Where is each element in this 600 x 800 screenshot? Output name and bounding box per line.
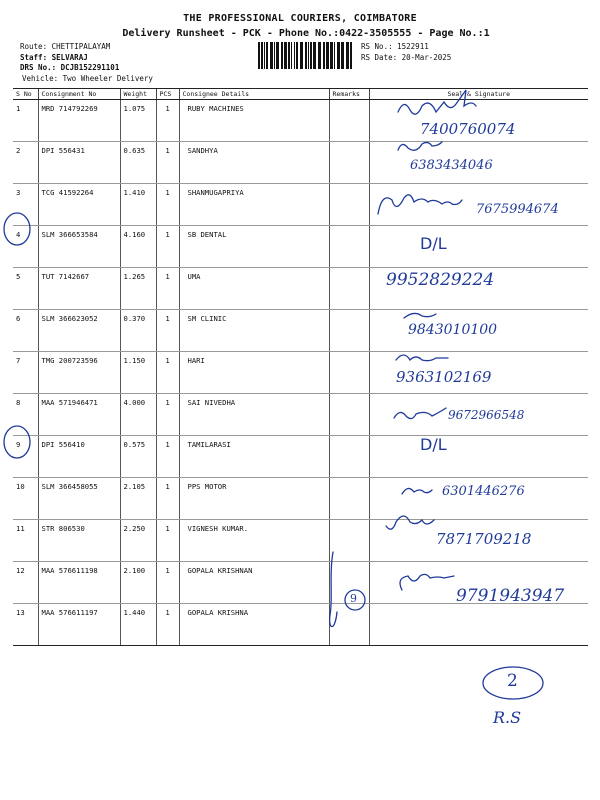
barcode-bar bbox=[300, 42, 303, 69]
cell-consignee: SANDHYA bbox=[179, 142, 329, 184]
cell-remarks bbox=[329, 394, 369, 436]
col-header-signature: Seal & Signature bbox=[369, 89, 588, 100]
cell-pcs: 1 bbox=[156, 520, 179, 562]
table-row bbox=[13, 436, 588, 478]
cell-remarks bbox=[329, 520, 369, 562]
cell-weight: 1.410 bbox=[120, 184, 156, 226]
barcode-bar bbox=[350, 42, 352, 69]
barcode-bar bbox=[270, 42, 273, 69]
cell-pcs: 1 bbox=[156, 184, 179, 226]
barcode-bar bbox=[291, 42, 292, 69]
handwritten-phone-13: 9791943947 bbox=[456, 586, 565, 606]
barcode-bar bbox=[276, 42, 279, 69]
cell-consignee: GOPALA KRISHNAN bbox=[179, 562, 329, 604]
runsheet-table bbox=[13, 88, 588, 646]
cell-weight: 0.370 bbox=[120, 310, 156, 352]
handwritten-note-9: D/L bbox=[420, 435, 447, 454]
cell-sno: 2 bbox=[13, 142, 38, 184]
cell-consignment: TMG 200723596 bbox=[38, 352, 120, 394]
barcode-bar bbox=[288, 42, 290, 69]
barcode-bar bbox=[258, 42, 260, 69]
cell-sno: 1 bbox=[13, 100, 38, 142]
handwritten-phone-11: 7871709218 bbox=[436, 530, 532, 548]
col-header-weight: Weight bbox=[120, 89, 156, 100]
table-row bbox=[13, 352, 588, 394]
cell-pcs: 1 bbox=[156, 100, 179, 142]
cell-consignment: TCG 41592264 bbox=[38, 184, 120, 226]
barcode-bar bbox=[326, 42, 329, 69]
cell-consignment: TUT 7142667 bbox=[38, 268, 120, 310]
cell-pcs: 1 bbox=[156, 436, 179, 478]
barcode-bar bbox=[310, 42, 312, 69]
barcode-bar bbox=[330, 42, 333, 69]
cell-remarks bbox=[329, 100, 369, 142]
cell-consignment: SLM 366623052 bbox=[38, 310, 120, 352]
cell-remarks bbox=[329, 226, 369, 268]
cell-consignment: SLM 366653584 bbox=[38, 226, 120, 268]
cell-consignee: TAMILARASI bbox=[179, 436, 329, 478]
cell-consignee: GOPALA KRISHNA bbox=[179, 604, 329, 646]
col-header-sno: S No bbox=[13, 89, 38, 100]
cell-remarks bbox=[329, 352, 369, 394]
handwritten-phone-7: 9363102169 bbox=[396, 368, 492, 386]
cell-consignment: MAA 571946471 bbox=[38, 394, 120, 436]
cell-consignee: SB DENTAL bbox=[179, 226, 329, 268]
runsheet-subtitle: Delivery Runsheet - PCK - Phone No.:0422-3505555 - Page No.:1 bbox=[122, 28, 490, 39]
cell-weight: 1.150 bbox=[120, 352, 156, 394]
barcode-bar bbox=[341, 42, 344, 69]
cell-remarks bbox=[329, 562, 369, 604]
runsheet-meta-left bbox=[20, 42, 153, 84]
handwritten-phone-8: 9672966548 bbox=[448, 408, 525, 422]
cell-sno: 4 bbox=[13, 226, 38, 268]
barcode-bar bbox=[266, 42, 268, 69]
cell-consignee: SM CLINIC bbox=[179, 310, 329, 352]
cell-weight: 2.250 bbox=[120, 520, 156, 562]
barcode-bar bbox=[305, 42, 307, 69]
cell-signature bbox=[369, 226, 588, 268]
cell-remarks bbox=[329, 478, 369, 520]
barcode-bar bbox=[296, 42, 298, 69]
cell-weight: 1.440 bbox=[120, 604, 156, 646]
cell-consignee: PPS MOTOR bbox=[179, 478, 329, 520]
cell-pcs: 1 bbox=[156, 310, 179, 352]
cell-sno: 11 bbox=[13, 520, 38, 562]
cell-remarks bbox=[329, 604, 369, 646]
cell-signature bbox=[369, 604, 588, 646]
cell-pcs: 1 bbox=[156, 268, 179, 310]
cell-consignee: VIGNESH KUMAR. bbox=[179, 520, 329, 562]
barcode-bar bbox=[346, 42, 349, 69]
barcode-bar bbox=[308, 42, 309, 69]
cell-pcs: 1 bbox=[156, 478, 179, 520]
barcode-bar bbox=[313, 42, 316, 69]
cell-weight: 1.075 bbox=[120, 100, 156, 142]
vehicle-label: Vehicle: Two Wheeler Delivery bbox=[22, 73, 153, 83]
runsheet-meta-right bbox=[361, 42, 451, 63]
cell-weight: 4.000 bbox=[120, 394, 156, 436]
table-row bbox=[13, 310, 588, 352]
cell-consignee: RUBY MACHINES bbox=[179, 100, 329, 142]
cell-weight: 4.160 bbox=[120, 226, 156, 268]
col-header-pcs: PCS bbox=[156, 89, 179, 100]
cell-sno: 3 bbox=[13, 184, 38, 226]
handwritten-page-total: 2 bbox=[507, 671, 518, 691]
handwritten-initials: R.S bbox=[493, 708, 522, 727]
cell-signature bbox=[369, 436, 588, 478]
staff-label: Staff: SELVARAJ bbox=[20, 52, 88, 62]
barcode bbox=[258, 42, 356, 69]
barcode-bar bbox=[334, 42, 335, 69]
barcode-bar bbox=[281, 42, 283, 69]
barcode-bar bbox=[261, 42, 263, 69]
cell-consignment: MAA 576611198 bbox=[38, 562, 120, 604]
handwritten-phone-6: 9843010100 bbox=[408, 322, 498, 338]
table-row bbox=[13, 226, 588, 268]
cell-sno: 9 bbox=[13, 436, 38, 478]
route-label: Route: CHETTIPALAYAM bbox=[20, 42, 111, 51]
cell-weight: 0.635 bbox=[120, 142, 156, 184]
col-header-consignment: Consignment No bbox=[38, 89, 120, 100]
cell-consignment: STR 806530 bbox=[38, 520, 120, 562]
cell-pcs: 1 bbox=[156, 226, 179, 268]
cell-sno: 5 bbox=[13, 268, 38, 310]
cell-sno: 12 bbox=[13, 562, 38, 604]
cell-consignment: DPI 556410 bbox=[38, 436, 120, 478]
cell-sno: 6 bbox=[13, 310, 38, 352]
cell-consignment: SLM 366458055 bbox=[38, 478, 120, 520]
cell-pcs: 1 bbox=[156, 394, 179, 436]
cell-consignment: MRD 714792269 bbox=[38, 100, 120, 142]
barcode-bar bbox=[318, 42, 321, 69]
table-header-row bbox=[13, 89, 588, 100]
cell-pcs: 1 bbox=[156, 352, 179, 394]
company-name: THE PROFESSIONAL COURIERS, COIMBATORE bbox=[183, 13, 417, 24]
table-row bbox=[13, 142, 588, 184]
handwritten-phone-5: 9952829224 bbox=[386, 270, 495, 290]
handwritten-phone-1: 7400760074 bbox=[420, 120, 516, 138]
cell-remarks bbox=[329, 142, 369, 184]
cell-consignment: MAA 576611197 bbox=[38, 604, 120, 646]
cell-weight: 0.575 bbox=[120, 436, 156, 478]
handwritten-phone-10: 6301446276 bbox=[442, 484, 525, 499]
cell-pcs: 1 bbox=[156, 142, 179, 184]
table-row bbox=[13, 268, 588, 310]
barcode-bar bbox=[337, 42, 340, 69]
barcode-bar bbox=[284, 42, 287, 69]
handwritten-phone-2: 6383434046 bbox=[410, 158, 493, 173]
col-header-details: Consignee Details bbox=[179, 89, 329, 100]
cell-remarks bbox=[329, 436, 369, 478]
barcode-bar bbox=[323, 42, 325, 69]
cell-weight: 1.265 bbox=[120, 268, 156, 310]
cell-pcs: 1 bbox=[156, 604, 179, 646]
rs-date: RS Date: 20-Mar-2025 bbox=[361, 52, 452, 62]
cell-weight: 2.100 bbox=[120, 562, 156, 604]
cell-consignee: HARI bbox=[179, 352, 329, 394]
cell-sno: 10 bbox=[13, 478, 38, 520]
cell-sno: 7 bbox=[13, 352, 38, 394]
barcode-bar bbox=[274, 42, 275, 69]
handwritten-phone-3: 7675994674 bbox=[476, 202, 559, 217]
col-header-remarks: Remarks bbox=[329, 89, 369, 100]
cell-sno: 8 bbox=[13, 394, 38, 436]
cell-consignee: SHANMUGAPRIYA bbox=[179, 184, 329, 226]
cell-remarks bbox=[329, 268, 369, 310]
barcode-bar bbox=[294, 42, 295, 69]
cell-consignee: UMA bbox=[179, 268, 329, 310]
cell-weight: 2.105 bbox=[120, 478, 156, 520]
table-row bbox=[13, 604, 588, 646]
cell-remarks bbox=[329, 184, 369, 226]
handwritten-circled-number: 9 bbox=[350, 592, 357, 605]
cell-remarks bbox=[329, 310, 369, 352]
barcode-bar bbox=[264, 42, 265, 69]
cell-sno: 13 bbox=[13, 604, 38, 646]
rs-number: RS No.: 1522911 bbox=[361, 42, 429, 51]
cell-consignment: DPI 556431 bbox=[38, 142, 120, 184]
cell-consignee: SAI NIVEDHA bbox=[179, 394, 329, 436]
cell-pcs: 1 bbox=[156, 562, 179, 604]
drs-number: DRS No.: DCJB152291101 bbox=[20, 63, 120, 72]
handwritten-note-4: D/L bbox=[420, 234, 447, 253]
